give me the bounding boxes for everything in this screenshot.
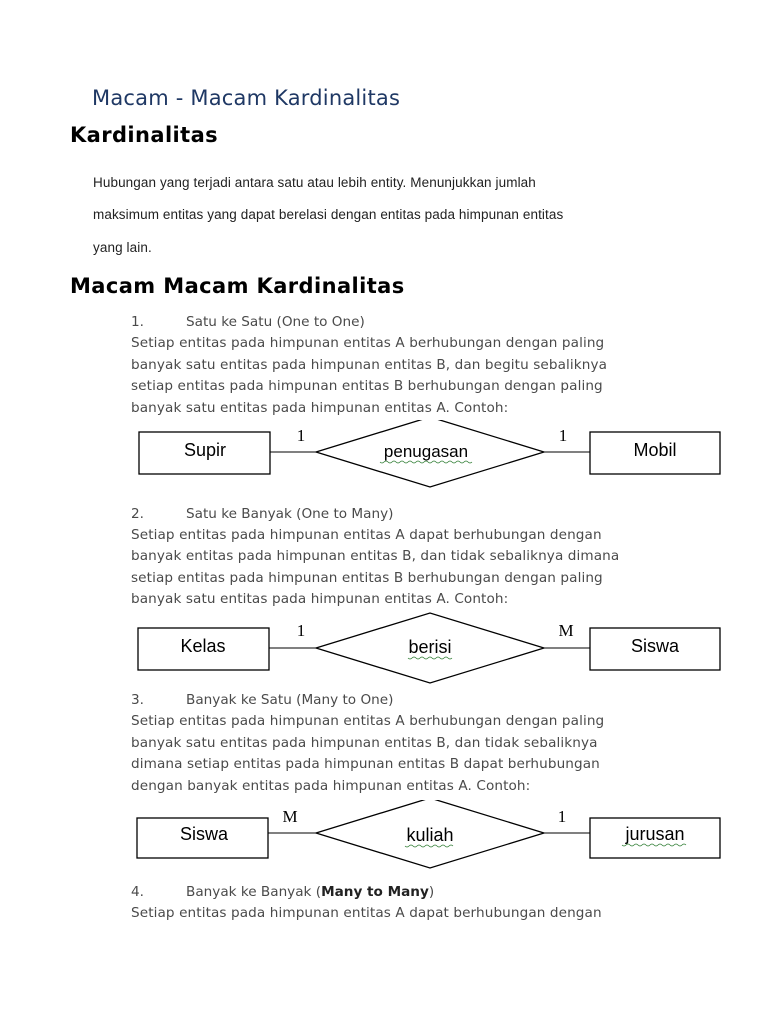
item-1-number: 1.: [131, 314, 144, 330]
item-3-line-1: Setiap entitas pada himpunan entitas A berhubungan dengan paling: [131, 713, 605, 729]
item-4-title-suffix: ): [428, 884, 435, 900]
entity-label-supir: Supir: [183, 440, 227, 460]
cardinality-right-m: M: [558, 621, 574, 640]
entity-label-jurusan: jurusan: [625, 824, 685, 844]
cardinality-left-1: 1: [296, 621, 306, 640]
section-heading-kardinalitas: Kardinalitas: [70, 123, 219, 147]
item-3-line-4: dengan banyak entitas pada himpunan entitas A. Contoh:: [131, 778, 531, 794]
item-1-line-1: Setiap entitas pada himpunan entitas A berhubungan dengan paling: [131, 335, 605, 351]
item-4-number: 4.: [131, 884, 144, 900]
item-4-title-prefix: Banyak ke Banyak (: [186, 884, 322, 900]
entity-label-kelas: Kelas: [180, 636, 226, 656]
item-2-number: 2.: [131, 506, 144, 522]
item-1-line-3: setiap entitas pada himpunan entitas B berhubungan dengan paling: [131, 378, 603, 394]
erd-diagram-many-to-one: [0, 800, 768, 874]
erd-diagram-one-to-many: [0, 612, 768, 686]
item-3-line-3: dimana setiap entitas pada himpunan entitas B dapat berhubungan: [131, 756, 600, 772]
cardinality-right-1: 1: [557, 807, 567, 826]
section-heading-macam: Macam Macam Kardinalitas: [70, 274, 405, 298]
relationship-label-berisi: berisi: [408, 637, 452, 657]
page-title: Macam - Macam Kardinalitas: [92, 86, 401, 110]
cardinality-left-m: M: [282, 807, 298, 826]
relationship-label-kuliah: kuliah: [406, 825, 454, 845]
entity-label-siswa: Siswa: [630, 636, 680, 656]
item-2-line-2: banyak entitas pada himpunan entitas B, dan tidak sebaliknya dimana: [131, 548, 620, 564]
item-2-line-3: setiap entitas pada himpunan entitas B berhubungan dengan paling: [131, 570, 603, 586]
item-3-title: Banyak ke Satu (Many to One): [186, 692, 394, 708]
intro-line-1: Hubungan yang terjadi antara satu atau lebih entity. Menunjukkan jumlah: [93, 175, 536, 190]
item-1-line-2: banyak satu entitas pada himpunan entitas B, dan begitu sebaliknya: [131, 357, 608, 373]
erd-diagram-one-to-one: [0, 420, 768, 492]
item-4-line-1: Setiap entitas pada himpunan entitas A dapat berhubungan dengan: [131, 905, 602, 921]
item-4-title: [186, 884, 434, 900]
cardinality-left-1: 1: [296, 426, 306, 445]
item-2-line-1: Setiap entitas pada himpunan entitas A dapat berhubungan dengan: [131, 527, 602, 543]
intro-line-2: maksimum entitas yang dapat berelasi dengan entitas pada himpunan entitas: [93, 207, 564, 222]
item-2-line-4: banyak satu entitas pada himpunan entitas A. Contoh:: [131, 591, 509, 607]
item-2-title: Satu ke Banyak (One to Many): [186, 506, 394, 522]
cardinality-right-1: 1: [558, 426, 568, 445]
item-3-number: 3.: [131, 692, 144, 708]
relationship-label-penugasan: penugasan: [383, 442, 469, 461]
item-4-title-bold: Many to Many: [321, 884, 429, 900]
item-1-line-4: banyak satu entitas pada himpunan entitas A. Contoh:: [131, 400, 509, 416]
item-3-line-2: banyak satu entitas pada himpunan entitas B, dan tidak sebaliknya: [131, 735, 598, 751]
item-1-title: Satu ke Satu (One to One): [186, 314, 365, 330]
entity-label-siswa: Siswa: [179, 824, 229, 844]
intro-line-3: yang lain.: [93, 240, 152, 255]
entity-label-mobil: Mobil: [633, 440, 677, 460]
